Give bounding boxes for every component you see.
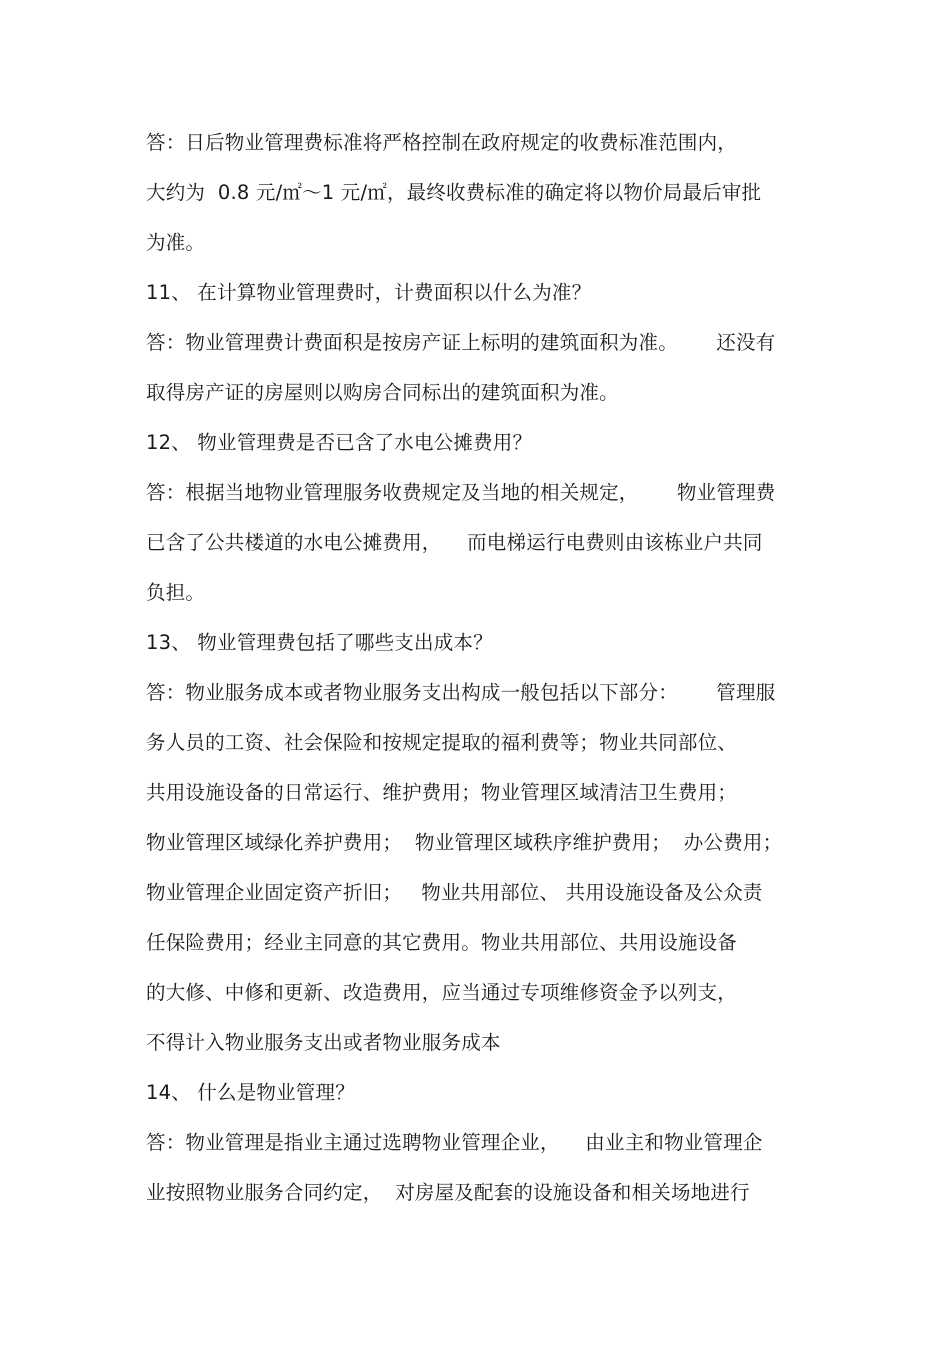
answer-12-line-1: 答：根据当地物业管理服务收费规定及当地的相关规定， 物业管理费 <box>146 481 776 504</box>
answer-10-line-1: 答：日后物业管理费标准将严格控制在政府规定的收费标准范围内， <box>146 131 738 154</box>
answer-10-line-3: 为准。 <box>146 231 206 254</box>
question-13: 13、 物业管理费包括了哪些支出成本？ <box>146 631 493 654</box>
answer-14-line-1: 答：物业管理是指业主通过选聘物业管理企业， 由业主和物业管理企 <box>146 1131 763 1154</box>
answer-13-line-3: 共用设施设备的日常运行、维护费用；物业管理区域清洁卫生费用； <box>146 781 738 804</box>
answer-11-line-1: 答：物业管理费计费面积是按房产证上标明的建筑面积为准。 还没有 <box>146 331 776 354</box>
answer-13-line-1: 答：物业服务成本或者物业服务支出构成一般包括以下部分： 管理服 <box>146 681 776 704</box>
answer-14-line-2: 业按照物业服务合同约定， 对房屋及配套的设施设备和相关场地进行 <box>146 1181 750 1204</box>
answer-13-line-4: 物业管理区域绿化养护费用； 物业管理区域秩序维护费用； 办公费用； <box>146 831 783 854</box>
answer-13-line-6: 任保险费用；经业主同意的其它费用。物业共用部位、共用设施设备 <box>146 931 738 954</box>
answer-13-line-5: 物业管理企业固定资产折旧； 物业共用部位、 共用设施设备及公众责 <box>146 881 763 904</box>
answer-10-line-2: 大约为 0.8 元/㎡～1 元/㎡，最终收费标准的确定将以物价局最后审批 <box>146 181 762 204</box>
answer-11-line-2: 取得房产证的房屋则以购房合同标出的建筑面积为准。 <box>146 381 619 404</box>
question-12: 12、 物业管理费是否已含了水电公摊费用？ <box>146 431 533 454</box>
answer-12-line-2: 已含了公共楼道的水电公摊费用， 而电梯运行电费则由该栋业户共同 <box>146 531 763 554</box>
question-11: 11、 在计算物业管理费时，计费面积以什么为准？ <box>146 281 592 304</box>
answer-13-line-2: 务人员的工资、社会保险和按规定提取的福利费等；物业共同部位、 <box>146 731 738 754</box>
answer-13-line-7: 的大修、中修和更新、改造费用，应当通过专项维修资金予以列支， <box>146 981 738 1004</box>
answer-13-line-8: 不得计入物业服务支出或者物业服务成本 <box>146 1031 501 1054</box>
answer-12-line-3: 负担。 <box>146 581 206 604</box>
question-14: 14、 什么是物业管理？ <box>146 1081 355 1104</box>
